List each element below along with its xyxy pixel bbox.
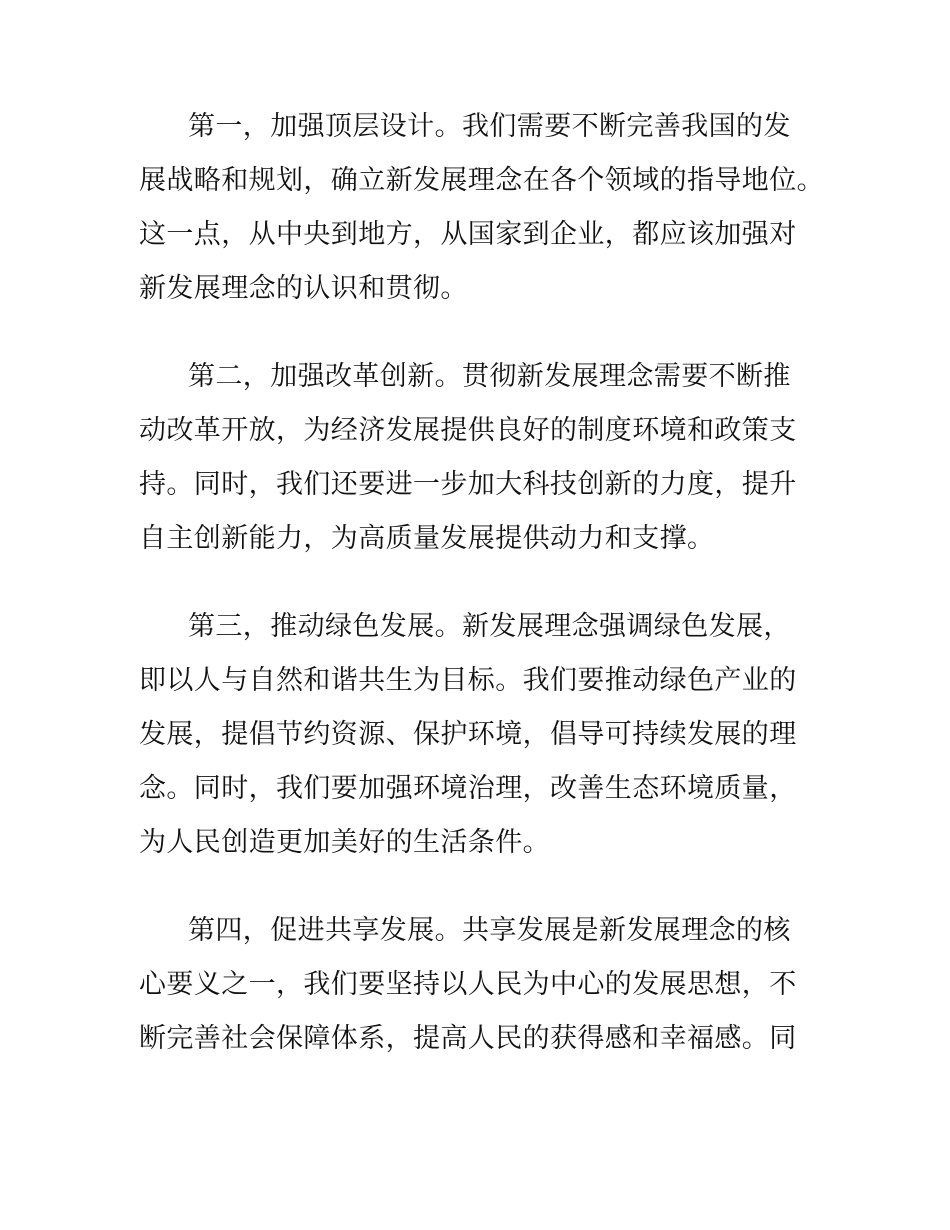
text-line: 发展，提倡节约资源、保护环境，倡导可持续发展的理 [139,719,797,750]
paragraph-1 [139,100,829,316]
text-line: 为人民创造更加美好的生活条件。 [139,827,550,858]
text-line: 念。同时，我们要加强环境治理，改善生态环境质量， [139,773,797,804]
text-line: 第四，促进共享发展。共享发展是新发展理念的核 [188,915,791,946]
paragraph-3 [139,600,829,870]
text-line: 这一点，从中央到地方，从国家到企业，都应该加强对 [139,219,797,250]
document-body [139,100,829,1100]
text-line: 第三，推动绿色发展。新发展理念强调绿色发展， [188,611,791,642]
text-line: 自主创新能力，为高质量发展提供动力和支撑。 [139,523,715,554]
paragraph-4 [139,904,829,1066]
text-line: 动改革开放，为经济发展提供良好的制度环境和政策支 [139,415,797,446]
text-line: 第一，加强顶层设计。我们需要不断完善我国的发 [188,111,791,142]
text-line: 展战略和规划，确立新发展理念在各个领域的指导地位。 [139,165,824,196]
paragraph-2 [139,350,829,566]
text-line: 即以人与自然和谐共生为目标。我们要推动绿色产业的 [139,665,797,696]
text-line: 持。同时，我们还要进一步加大科技创新的力度，提升 [139,469,797,500]
text-line: 断完善社会保障体系，提高人民的获得感和幸福感。同 [139,1023,797,1054]
text-line: 心要义之一，我们要坚持以人民为中心的发展思想，不 [139,969,797,1000]
text-line: 第二，加强改革创新。贯彻新发展理念需要不断推 [188,361,791,392]
text-line: 新发展理念的认识和贯彻。 [139,273,468,304]
